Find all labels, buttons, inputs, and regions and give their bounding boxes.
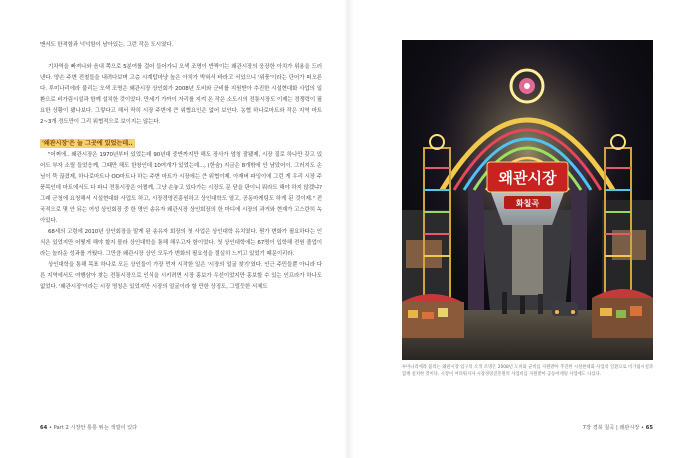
market-sign-text: 왜관시장	[498, 169, 557, 187]
footer-bullet-icon: •	[641, 425, 645, 431]
right-footer	[583, 424, 653, 431]
footer-chapter-title: 7장 경북 칠곡 | 왜관시장	[582, 425, 640, 431]
paragraph: 상인대학을 통해 목표 하나로 모든 상인들이 가장 먼저 시작한 일은 '시장의 얼굴 찾기'였다. 인근 주민들뿐 아니라 다른 지역에서도 여행삼아 찾는 전통시장으로 인식을 시키려면 시장 홍보가 우선이었지만 홍보할 수 있는 인프라가 하나도 없었다. '왜관시장'이라는 시장 명칭은 있었지만 시장의 얼굴이라 할 만한 상징도, 그럴듯한 서체도	[40, 262, 322, 290]
page-number-left: 64	[40, 425, 48, 431]
paragraph: 기차역을 빠져나와 음내 쪽으로 5분여를 걸어 들어가니 오색 조명이 반짝이는 왜관시장의 웅장한 아치가 위용을 드러낸다. 양손 주변 전철들을 내려다보며 고층 시계탑마냥 높은 아치가 박혀서 바라고 서있으니 '위풍'이라는 단어가 떠오른다. 루미나리에라 불리는 오색 조명은 왜관시장 상인회가 2008년 도비와 군비를 지원받아 추진한 시설현대화 사업의 일환으로 비가림시설과 함께 설치한 것이었다. 만세기 가까이 자리를 지켜 온 작은 소도시의 전통시장도 이제는 경쟁력이 필요한 상황이 됐나보다. 그렇다고 해서 딱히 시장 주변에 큰 위협요인은 없어 보인다. 농협 하나로마트와 작은 지역 마트 2~3개 정도만이 그리 위협적으로 보이지는 않는다.	[40, 64, 322, 125]
paragraph: 맨서도 한적함과 넉넉함이 남아있는, 그런 작은 도시였다.	[40, 42, 174, 48]
section-heading: '왜관시장'은 늘 그곳에 있었는데..	[42, 140, 133, 147]
paragraph: "어쩌에.. 왜관시장은 1970년부터 있었는데 90년대 중반까지만 해도 장사가 엄청 잘됐제, 시장 질로 하나만 갖고 있어도 부자 소릴 들었응께, 그때만 해도 한창인데 10여개가 있었는데..., (한숨) 지금은 8개밖에 안 남았어이. 그러지도 손님이 뚝 끊겼제, 하나로마트나 OO마트나 하는 주변 마트가 시장에는 큰 위협이제. 아재버 파잉이에 그런 게 우리 시장 주풍목인데 마트에서도 다 파니 전통시장은 어쩔께, 그냥 손놓고 있다가는 시장도 문 닫을 판이니 뭐라도 해야 하지 않겠냐? 그래 군청에 요청해서 시설현대화 사업도 하고, 시장경영진흥원하고 상인대학도 열고, 공동마케팅도 하게 된 것이제." 전국적으로 몇 안 되는 여성 상인회장 중 한 명인 송유자 왜관시장 상인회장의 한 마디에 시장의 과거와 현재가 고스란히 녹아있다.	[40, 152, 322, 224]
paragraph: 68세의 고령에 2010년 상인회장을 맡게 된 송유자 회장의 첫 사업은 상인대학 유치였다. 뭔가 변화가 필요하다는 인식은 있었지만 어떻게 해야 할지 몰라 상인대학을 통해 해우고자 함이었다. 첫 상인대학에는 67명이 입학해 전원 졸업이라는 놀라운 성과를 거뒀다. 그만큼 왜관시장 상인 모두가 변화의 필요성을 절실히 느끼고 있었기 때문이리라.	[40, 229, 322, 257]
left-page-body	[40, 40, 322, 293]
footer-bullet-icon: •	[48, 425, 52, 431]
left-footer	[40, 424, 137, 431]
market-subsign-text: 화칠곡	[515, 199, 540, 208]
page-gutter	[344, 0, 354, 458]
market-gate-photo	[402, 40, 653, 360]
photo-caption: 루미나리에라 불리는 왜관시장 입구의 오색 조명은 2008년 도비와 군비를 지원받아 추진한 시설현대화 사업의 일환으로 비가림시설과 함께 설치한 것이다. 시장이 어려워지자 시장경영진흥원의 사업비를 지원받아 공동마케팅 사업에도 나섰다.	[402, 365, 653, 377]
page-number-right: 65	[645, 425, 653, 431]
footer-section-title: Part 2 시장안 통통 튀는 색깔이 있다	[53, 425, 138, 431]
